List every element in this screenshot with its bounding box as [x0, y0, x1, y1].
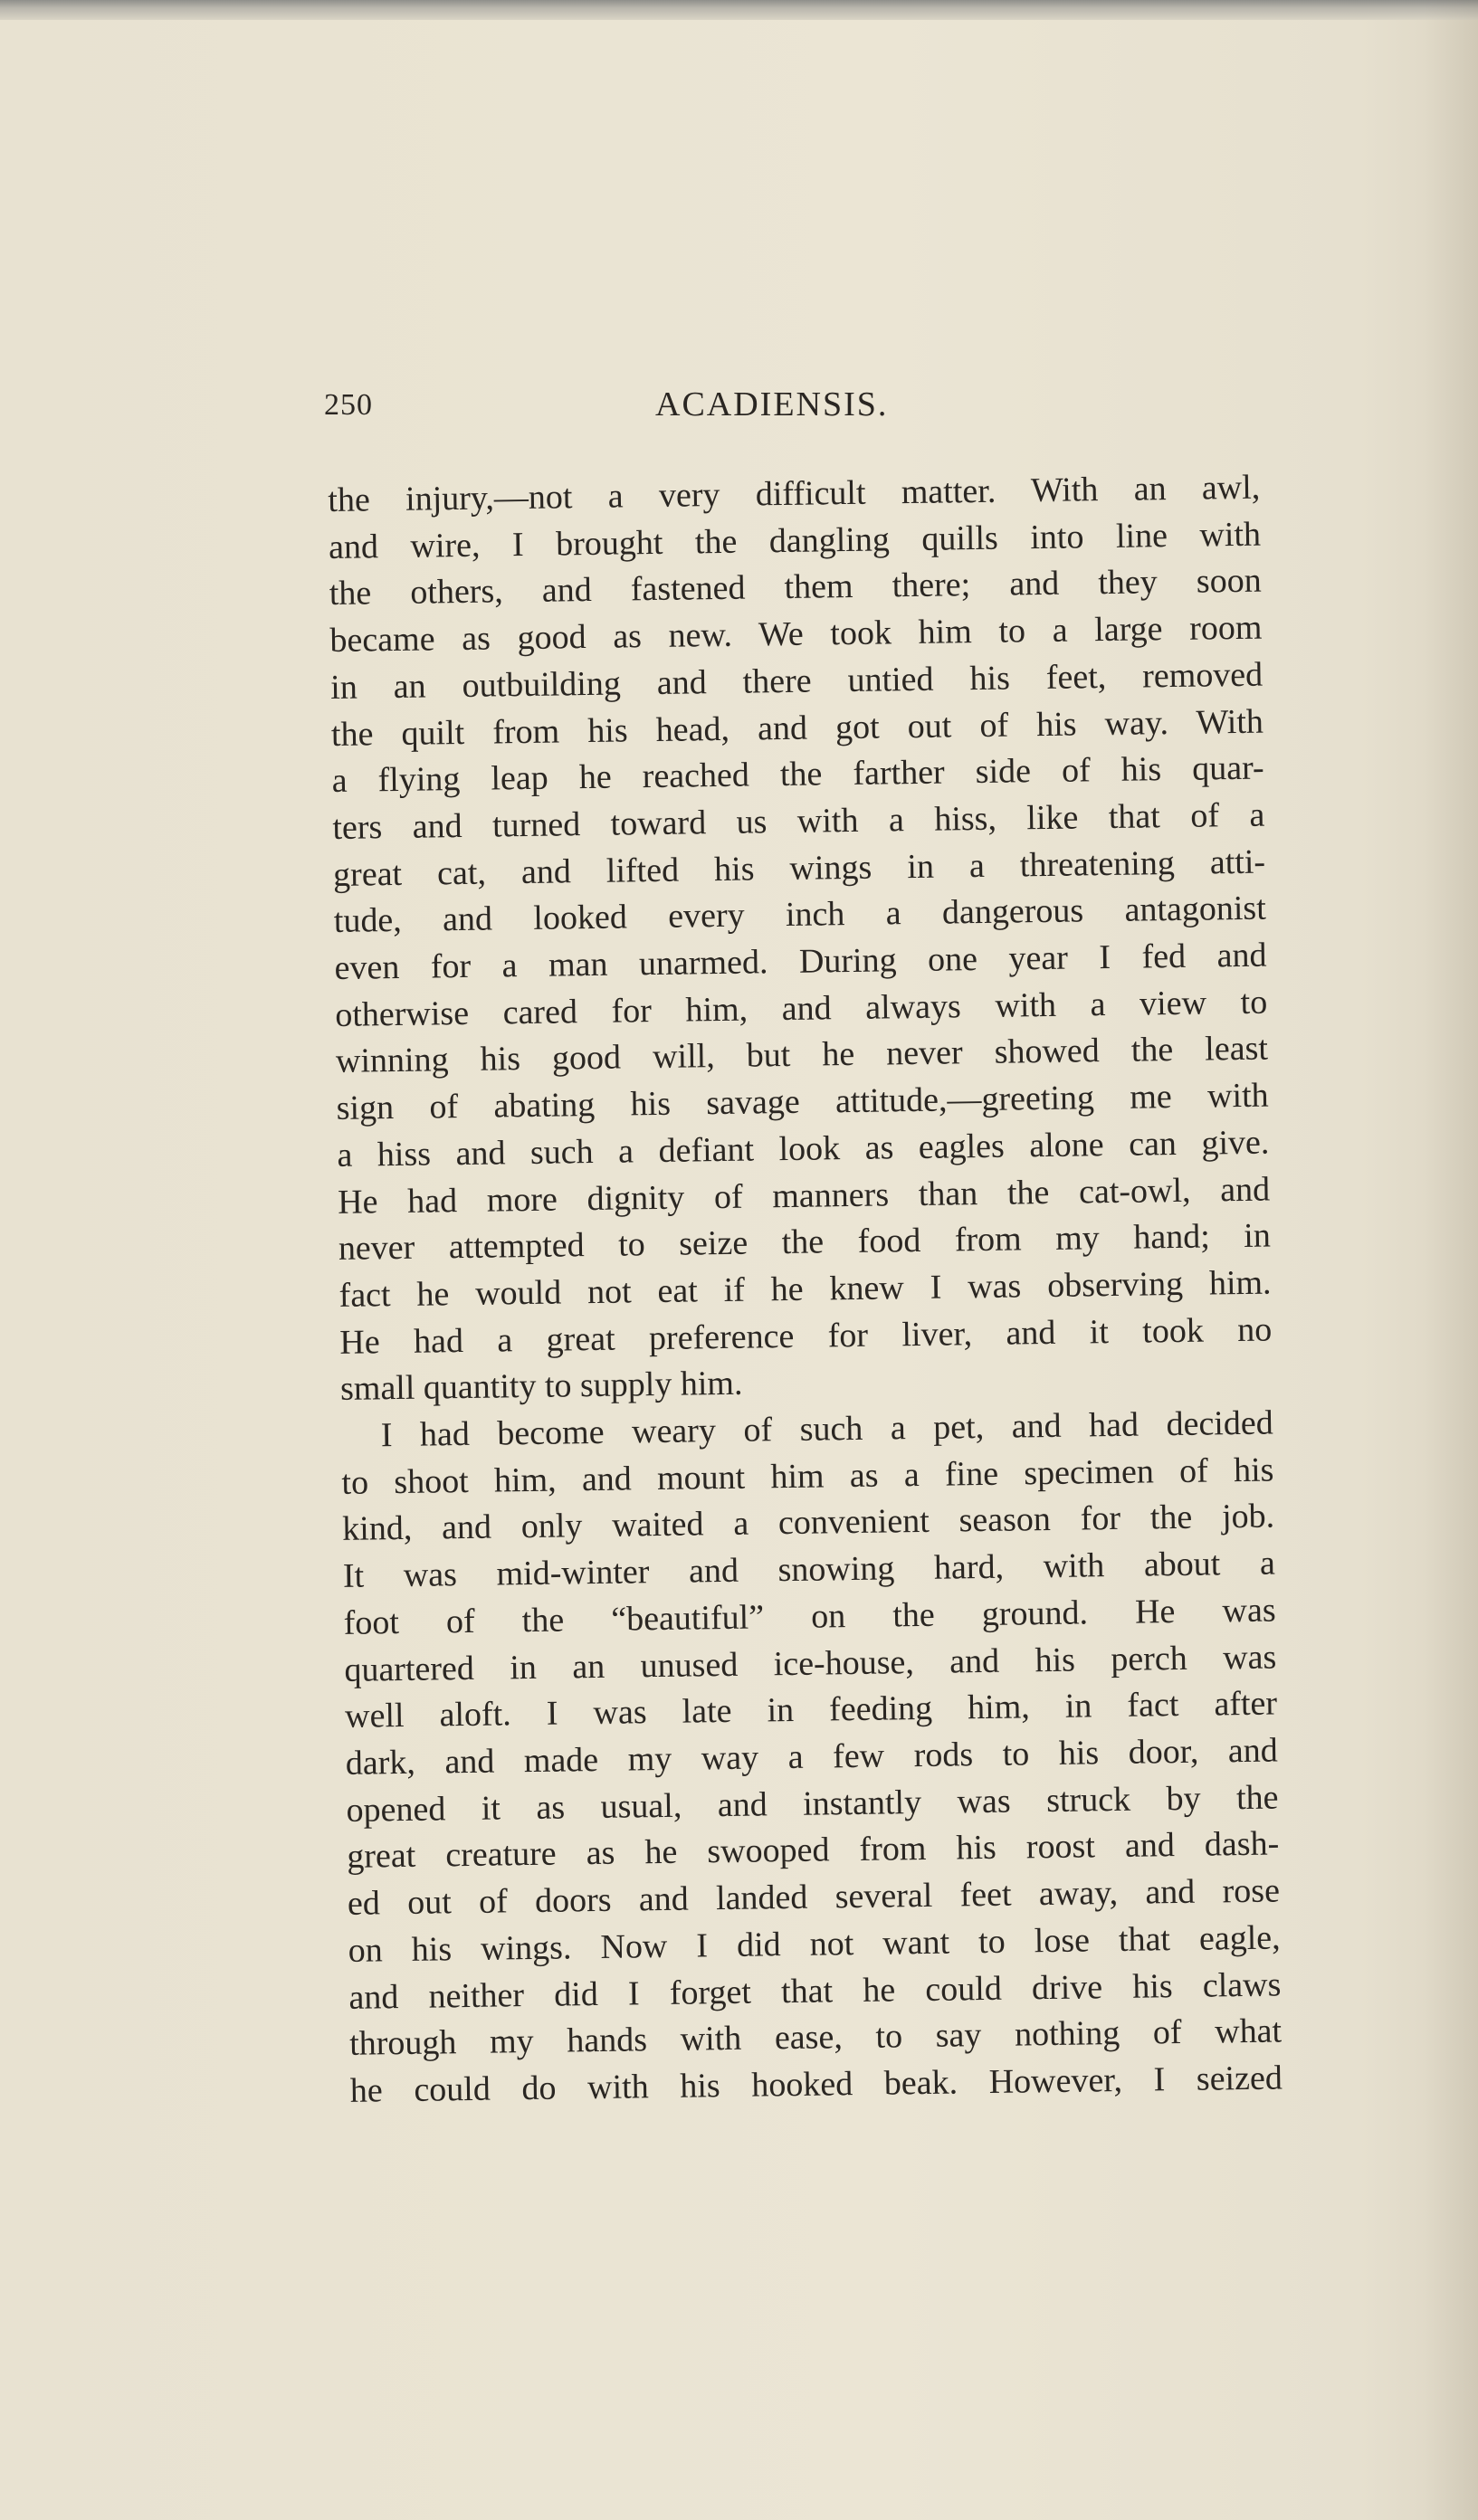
text-line: He had more dignity of manners than the cat-owl, and: [337, 1170, 1271, 1222]
text-line: sign of abating his savage attitude,—greeting me with: [336, 1076, 1269, 1128]
text-line: ed out of doors and landed several feet away, and rose: [347, 1871, 1281, 1923]
page-gutter-shadow: [1424, 0, 1478, 2520]
text-line: It was mid-winter and snowing hard, with about a: [342, 1544, 1276, 1596]
text-line: winning his good will, but he never showed the least: [335, 1029, 1269, 1081]
paragraph-end-line: small quantity to supply him.: [339, 1365, 743, 1409]
text-line: tude, and looked every inch a dangerous antagonist: [333, 889, 1267, 941]
text-line: great cat, and lifted his wings in a threatening atti-: [332, 842, 1266, 894]
text-line: otherwise cared for him, and always with a view to: [334, 983, 1268, 1034]
body-text: [328, 465, 1283, 2116]
running-title: ACADIENSIS.: [655, 385, 889, 423]
text-line: foot of the “beautiful” on the ground. He was: [343, 1591, 1276, 1642]
text-line: the quilt from his head, and got out of his way. With: [330, 702, 1264, 754]
text-line: opened it as usual, and instantly was struck by the: [346, 1778, 1279, 1830]
text-line: never attempted to seize the food from my hand; in: [338, 1216, 1272, 1269]
page-header: [324, 385, 1247, 430]
paragraph-start-line: I had become weary of such a pet, and had decided: [380, 1403, 1273, 1455]
text-line: and neither did I forget that he could drive his claws: [348, 1964, 1282, 2017]
text-line: kind, and only waited a convenient season for the job.: [341, 1497, 1275, 1549]
text-line: he could do with his hooked beak. However, I seized: [349, 2059, 1283, 2110]
text-line: ters and turned toward us with a hiss, like that of a: [332, 795, 1265, 847]
page-number: 250: [324, 388, 373, 422]
text-line: quartered in an unused ice-house, and his perch was: [344, 1638, 1277, 1689]
text-line: the injury,—not a very difficult matter. With an awl,: [328, 468, 1261, 519]
text-line: the others, and fastened them there; and they soon: [329, 562, 1262, 613]
page-top-edge: [0, 0, 1478, 20]
text-line: even for a man unarmed. During one year I fed and: [334, 936, 1267, 987]
text-line: fact he would not eat if he knew I was observing him.: [339, 1263, 1272, 1315]
text-line: in an outbuilding and there untied his feet, removed: [329, 655, 1263, 707]
text-line: well aloft. I was late in feeding him, in fact after: [344, 1684, 1278, 1736]
text-line: on his wings. Now I did not want to lose that eagle,: [348, 1918, 1281, 1970]
text-line: He had a great preference for liver, and it took no: [339, 1310, 1273, 1362]
text-line: a hiss and such a defiant look as eagles alone can give.: [337, 1123, 1270, 1174]
text-line: dark, and made my way a few rods to his door, and: [345, 1731, 1279, 1783]
text-line: and wire, I brought the dangling quills into line with: [328, 515, 1262, 566]
text-line: to shoot him, and mount him as a fine specimen of his: [341, 1450, 1274, 1502]
text-line: a flying leap he reached the farther side of his quar-: [331, 748, 1264, 801]
text-line: great creature as he swooped from his roost and dash-: [346, 1824, 1280, 1877]
text-line: through my hands with ease, to say nothing of what: [348, 2011, 1283, 2064]
text-line: became as good as new. We took him to a large room: [329, 608, 1263, 661]
